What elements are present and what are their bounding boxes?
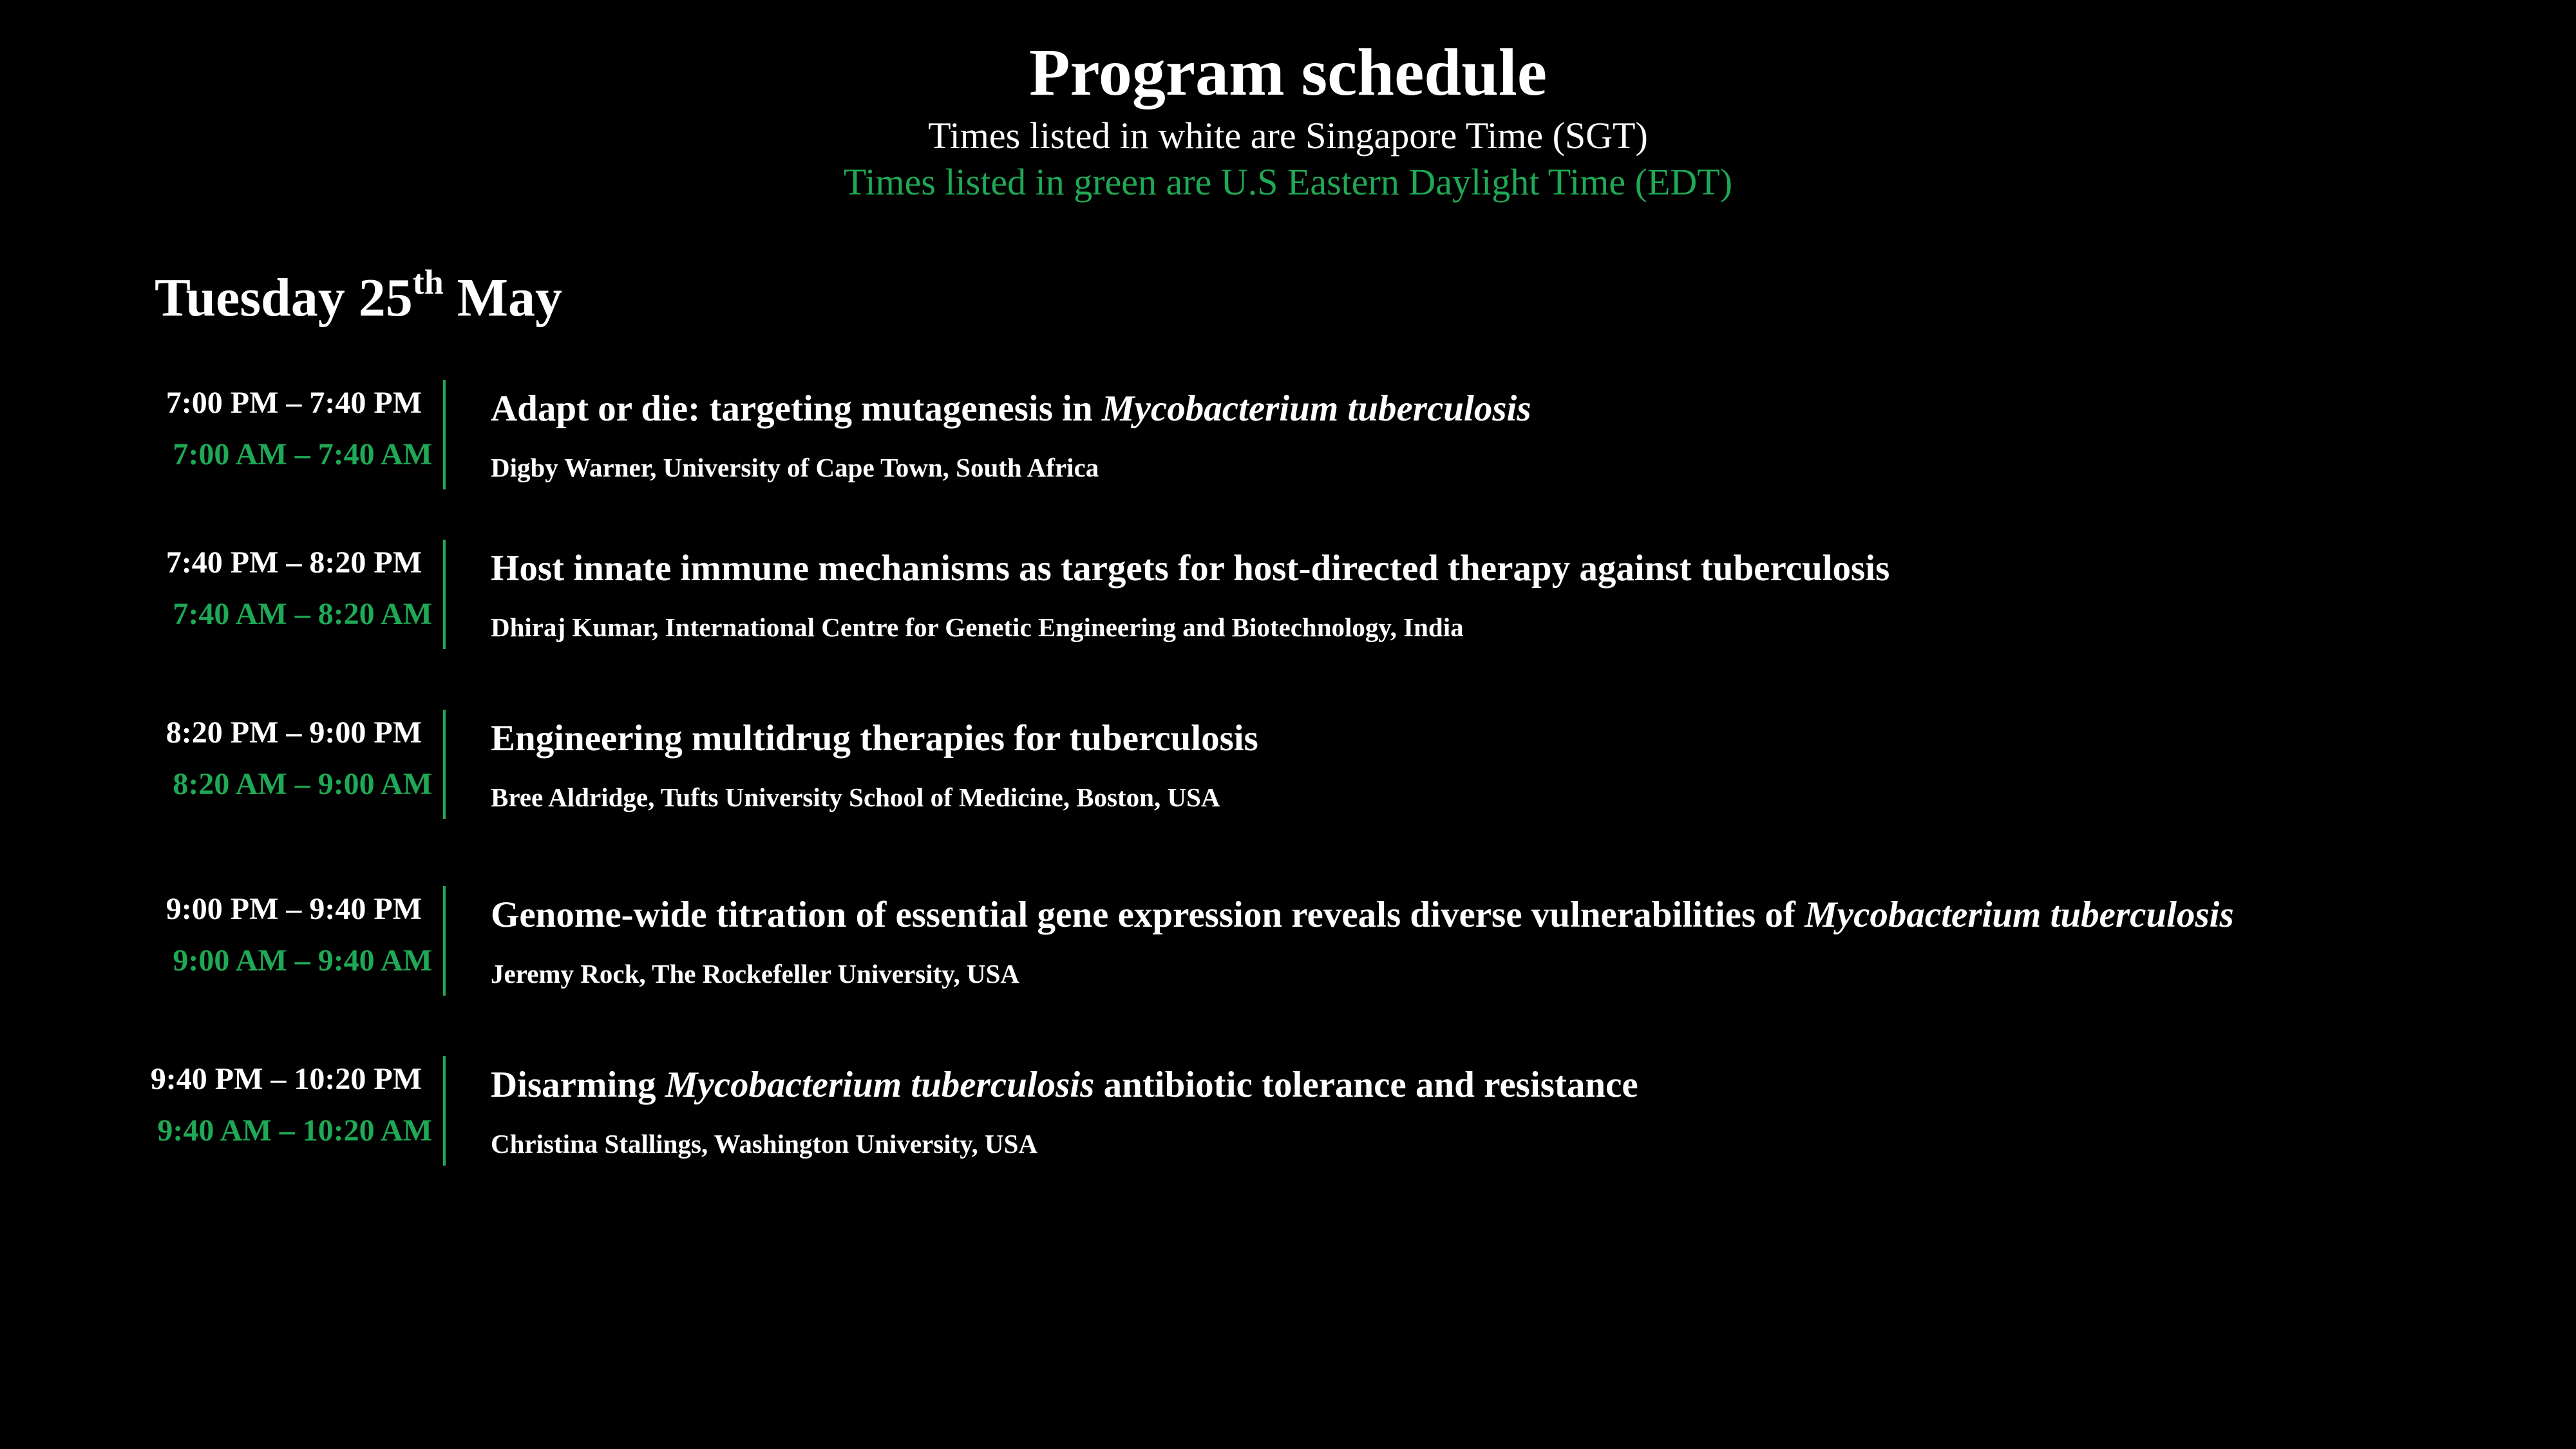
subtitle-sgt: Times listed in white are Singapore Time (SGT): [928, 115, 1648, 156]
time-sgt: 7:00 PM – 7:40 PM: [166, 386, 422, 420]
talk-title-species: Mycobacterium tuberculosis: [1804, 895, 2234, 935]
divider-line: [443, 710, 446, 819]
talk-title-species: Mycobacterium tuberculosis: [665, 1065, 1095, 1105]
talk-title-text: Disarming: [491, 1065, 665, 1105]
talk-title: [491, 717, 1258, 759]
divider-line: [443, 1056, 446, 1166]
talk-title-text: Engineering multidrug therapies for tuberculosis: [491, 718, 1258, 759]
talk-title: [491, 1064, 1638, 1106]
talk-title-text: Genome-wide titration of essential gene expression reveals diverse vulnerabilities of: [491, 895, 1805, 935]
divider-line: [443, 380, 446, 489]
talk-title-species: Mycobacterium tuberculosis: [1101, 388, 1531, 429]
subtitle-edt: Times listed in green are U.S Eastern Daylight Time (EDT): [843, 161, 1733, 203]
day-heading: [155, 263, 562, 334]
time-edt: 9:40 AM – 10:20 AM: [157, 1113, 432, 1148]
time-edt: 7:40 AM – 8:20 AM: [173, 597, 432, 631]
talk-title-text: Host innate immune mechanisms as targets for host-directed therapy against tuberculosis: [491, 548, 1890, 589]
speaker: Christina Stallings, Washington University, USA: [491, 1129, 1038, 1159]
talk-title-text: Adapt or die: targeting mutagenesis in: [491, 388, 1102, 429]
time-sgt: 8:20 PM – 9:00 PM: [166, 715, 422, 750]
day-month: May: [457, 268, 563, 328]
day-weekday: Tuesday: [155, 268, 345, 328]
day-ordinal: th: [412, 263, 444, 301]
day-date: 25: [358, 268, 413, 328]
speaker: Jeremy Rock, The Rockefeller University, USA: [491, 959, 1020, 989]
talk-title: [491, 894, 2234, 936]
talk-title-text-end: antibiotic tolerance and resistance: [1094, 1065, 1638, 1105]
divider-line: [443, 886, 446, 996]
time-sgt: 7:40 PM – 8:20 PM: [166, 545, 422, 580]
talk-title: [491, 547, 1889, 589]
divider-line: [443, 540, 446, 649]
speaker: Dhiraj Kumar, International Centre for Genetic Engineering and Biotechnology, India: [491, 612, 1464, 642]
schedule-header: [0, 32, 2576, 205]
time-edt: 8:20 AM – 9:00 AM: [173, 767, 432, 801]
time-edt: 7:00 AM – 7:40 AM: [173, 437, 432, 471]
time-sgt: 9:40 PM – 10:20 PM: [150, 1062, 422, 1096]
time-sgt: 9:00 PM – 9:40 PM: [166, 892, 422, 926]
page-title: Program schedule: [1029, 35, 1547, 109]
speaker: Digby Warner, University of Cape Town, South Africa: [491, 453, 1099, 482]
speaker: Bree Aldridge, Tufts University School of Medicine, Boston, USA: [491, 782, 1220, 812]
time-edt: 9:00 AM – 9:40 AM: [173, 943, 432, 978]
talk-title: [491, 388, 1531, 430]
